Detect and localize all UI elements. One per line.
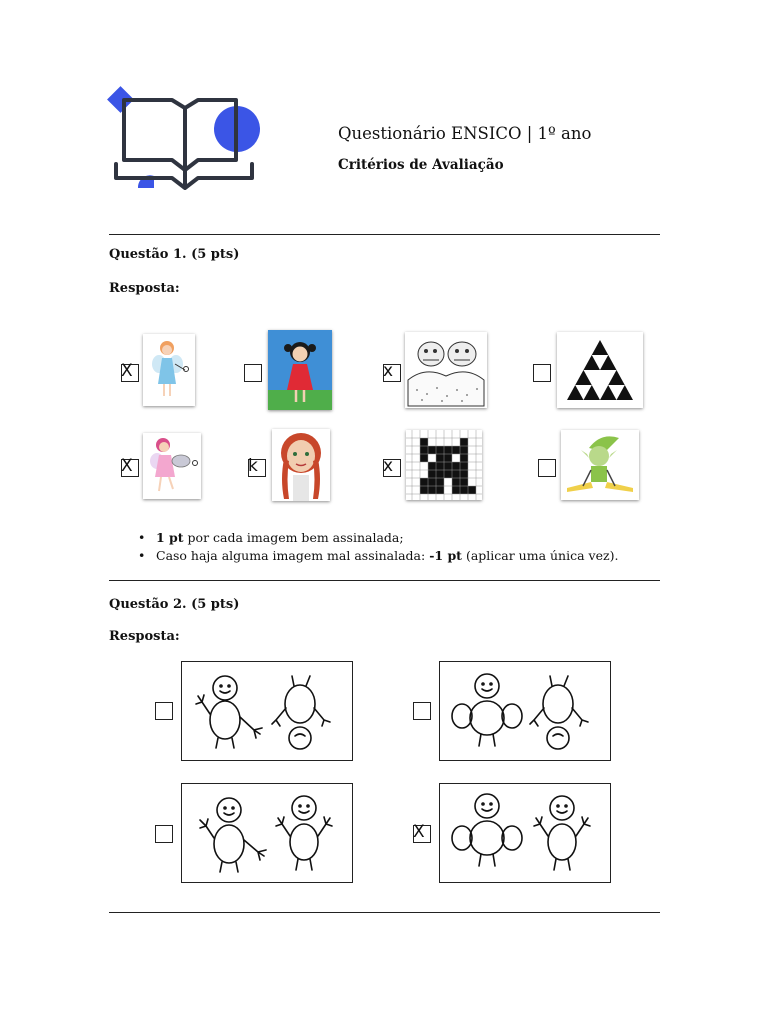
option-checkbox[interactable]	[533, 364, 551, 382]
check-mark: X	[413, 822, 425, 842]
page-title: Questionário ENSICO | 1º ano	[338, 124, 592, 143]
option-checkbox[interactable]	[248, 456, 266, 477]
fairy-with-bag-image	[143, 433, 201, 499]
criteria-points: 1 pt	[156, 530, 184, 545]
stick-figure-and-upside-down-figure-image	[181, 661, 353, 761]
check-mark: x	[383, 361, 394, 381]
criteria-text: por cada imagem bem assinalada;	[183, 530, 404, 545]
divider	[109, 912, 660, 913]
round-figure-and-upside-down-figure-image	[439, 661, 611, 761]
open-book-icon	[106, 84, 266, 194]
option-checkbox[interactable]	[383, 361, 401, 382]
question-1-answer-label: Resposta:	[109, 281, 180, 296]
check-mark: k	[248, 456, 258, 476]
scoring-criteria-list	[138, 529, 618, 565]
option-checkbox[interactable]	[383, 456, 401, 477]
two-stick-figures-image	[181, 783, 353, 883]
question-1-heading: Questão 1. (5 pts)	[109, 247, 240, 262]
sierpinski-triangle-image	[557, 332, 643, 408]
divider	[109, 580, 660, 581]
criteria-text: Caso haja alguma imagem mal assinalada:	[156, 548, 430, 563]
criteria-points: -1 pt	[429, 548, 462, 563]
question-2-heading: Questão 2. (5 pts)	[109, 597, 240, 612]
option-checkbox[interactable]	[244, 364, 262, 382]
check-mark: X	[121, 361, 133, 381]
girl-in-red-dress-image	[268, 330, 332, 410]
option-checkbox[interactable]	[413, 822, 431, 843]
pixel-cat-image	[406, 430, 482, 500]
fairy-with-wand-image	[143, 334, 195, 406]
check-mark: X	[121, 456, 133, 476]
option-checkbox[interactable]	[538, 459, 556, 477]
option-checkbox[interactable]	[155, 825, 173, 843]
monsters-behind-blanket-image	[405, 332, 487, 408]
criteria-item	[138, 547, 618, 565]
option-checkbox[interactable]	[121, 361, 139, 382]
option-checkbox[interactable]	[121, 456, 139, 477]
option-checkbox[interactable]	[413, 702, 431, 720]
criteria-text: (aplicar uma única vez).	[461, 548, 619, 563]
check-mark: x	[383, 456, 394, 476]
question-2-answer-label: Resposta:	[109, 629, 180, 644]
option-checkbox[interactable]	[155, 702, 173, 720]
page-subtitle: Critérios de Avaliação	[338, 157, 504, 173]
divider	[109, 234, 660, 235]
criteria-item	[138, 529, 618, 547]
round-figure-and-stick-figure-image	[439, 783, 611, 883]
red-haired-girl-image	[272, 429, 330, 501]
green-elf-image	[561, 430, 639, 500]
